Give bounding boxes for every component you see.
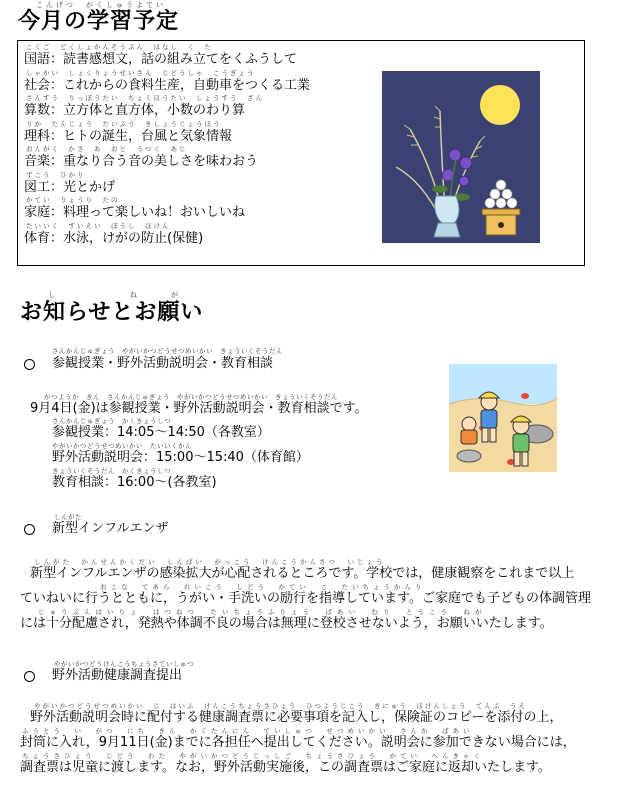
item3-para-ruby-3: ちょうさひょう じどう わた やがいかつどうじっしご ちょうさひょう かてい へんきゃく — [22, 752, 484, 760]
schedule-subject: 国語 — [24, 52, 51, 67]
bullet-circle-icon — [24, 359, 35, 370]
item3-para-ruby-1: やがいかつどうせつめいかい じ はいふ けんこうちょうさひょう ひつようじこう きにゅう ほけんしょう てんぷ うえ — [34, 702, 527, 710]
item2-para-line3: には十分配慮され，発熱や体調不良の場合は無理に登校させないよう，お願いいたします。 — [20, 616, 553, 631]
schedule-text: 料理って楽しいね！おいしいね — [63, 205, 246, 220]
schedule-subject: 理科 — [24, 128, 51, 144]
item2-heading-ruby: しんがた — [54, 513, 82, 521]
schedule-row — [24, 103, 245, 119]
schedule-row-ruby: こくご どくしょかんそうぶん はなし く た — [26, 43, 213, 51]
beach-children-illustration — [449, 364, 557, 472]
item1-line1: 参観授業：14:05～14:50（各教室） — [52, 425, 270, 440]
item3-para-line1: 野外活動説明会時に配付する健康調査票に必要事項を記入し，保険証のコピーを添付の上， — [30, 710, 563, 725]
bullet-circle-icon — [24, 524, 35, 535]
schedule-row-ruby: しゃかい しょくりょうせいさん じどうしゃ こうぎょう — [26, 68, 256, 77]
schedule-row-ruby: たいいく すいえい ぼうし ほけん — [26, 221, 171, 230]
schedule-title: 今月の学習予定 — [18, 9, 180, 34]
schedule-subject: 家庭 — [24, 205, 51, 220]
schedule-title-ruby: こんげつ がくしゅうよてい — [36, 1, 166, 9]
schedule-subject: 社会 — [24, 77, 51, 93]
schedule-row-ruby: さんすう りっぽうたい ちょくほうたい しょうすう ざん — [26, 94, 264, 102]
moon-viewing-illustration — [382, 71, 540, 243]
item2-para-ruby-1: しんがた かんせんかくだい しんぱい がっこう けんこうかんさつ いじょう — [34, 558, 386, 566]
item3-heading-ruby: やがいかつどうけんこうちょうさていしゅつ — [54, 660, 194, 668]
notices-title-ruby: し ねが — [48, 291, 212, 299]
schedule-colon: ： — [50, 205, 64, 220]
schedule-row — [24, 231, 203, 247]
schedule-row — [24, 154, 258, 170]
item1-line3: 教育相談：16:00～(各教室) — [52, 475, 217, 490]
schedule-subject: 算数 — [24, 103, 51, 118]
schedule-subject: 体育 — [24, 230, 51, 246]
schedule-row-ruby: ずこう ひかり — [26, 170, 86, 179]
schedule-text: 立方体と直方体，小数のわり算 — [63, 103, 246, 118]
schedule-colon: ： — [50, 154, 64, 169]
item2-para-ruby-3: じゅうぶんはいりょ はつねつ たいちょうふりょう ばあい むり とうこう ねが — [38, 608, 487, 616]
schedule-row — [24, 78, 310, 94]
schedule-colon: ： — [50, 103, 64, 118]
item2-heading: 新型インフルエンザ — [52, 521, 169, 536]
schedule-text: ヒトの誕生，台風と気象情報 — [63, 128, 233, 144]
schedule-colon: ： — [50, 179, 64, 195]
schedule-subject: 図工 — [24, 179, 51, 195]
item2-para-line1: 新型インフルエンザの感染拡大が心配されるところです。学校では，健康観察をこれまで以上 — [30, 566, 575, 581]
item3-para-line3: 調査票は児童に渡します。なお，野外活動実施後，この調査票はご家庭に返却いたします。 — [20, 760, 551, 775]
item1-heading-ruby: さんかんじゅぎょう やがいかつどうせつめいかい きょういくそうだん — [52, 347, 283, 355]
schedule-row-ruby: かてい りょうり たの — [26, 196, 120, 204]
item1-line2: 野外活動説明会：15:00～15:40（体育館） — [52, 450, 309, 465]
item3-para-ruby-2: ふうとう い がつ にち きん かくたんにん ていしゅつ せつめいかい さんか ばあい — [22, 727, 474, 735]
item2-para-line2: ていねいに行うとともに，うがい・手洗いの励行を指導しています。ご家庭でも子どもの体調管理 — [20, 591, 591, 606]
schedule-text: 水泳，けがの防止(保健) — [63, 230, 204, 246]
bullet-circle-icon — [24, 671, 35, 682]
schedule-row-ruby: りか たんじょう たいふう きしょうじょうほう — [26, 119, 222, 128]
schedule-text: 光とかげ — [63, 179, 116, 195]
item1-intro-ruby: がつようか きん さんかんじゅぎょう やがいかつどうせつめいかい きょういくそうだん — [44, 393, 338, 401]
schedule-colon: ： — [50, 77, 64, 93]
item1-intro: 9月4日(金)は参観授業・野外活動説明会・教育相談です。 — [30, 401, 368, 416]
schedule-row — [24, 180, 115, 196]
item3-para-line2: 封筒に入れ，9月11日(金)までに各担任へ提出してください。説明会に参加できない場合には， — [20, 735, 576, 750]
schedule-row — [24, 52, 297, 68]
schedule-row — [24, 205, 245, 221]
item2-para-ruby-2: おこな てあら れいこう しどう かてい こ たいちょうかんり — [100, 583, 426, 591]
schedule-subject: 音楽 — [24, 154, 51, 169]
item1-line3-ruby: きょういくそうだん かくきょうしつ — [52, 467, 171, 475]
schedule-colon: ： — [50, 128, 64, 144]
item1-line1-ruby: さんかんじゅぎょう かくきょうしつ — [52, 417, 171, 425]
notices-title: お知らせとお願い — [20, 300, 204, 325]
schedule-colon: ： — [50, 52, 64, 67]
schedule-row — [24, 129, 232, 145]
schedule-row-ruby: おんがく かさ あ おと うつく あじ — [26, 145, 188, 153]
item1-line2-ruby: やがいかつどうせつめいかい たいいくかん — [52, 442, 192, 450]
item1-heading: 参観授業・野外活動説明会・教育相談 — [52, 356, 274, 371]
schedule-text: 読書感想文，話の組み立てをくふうして — [63, 52, 298, 67]
schedule-text: 重なり合う音の美しさを味わおう — [63, 154, 259, 169]
schedule-text: これからの食料生産，自動車をつくる工業 — [63, 77, 311, 93]
item3-heading: 野外活動健康調査提出 — [52, 668, 183, 683]
schedule-colon: ： — [50, 230, 64, 246]
